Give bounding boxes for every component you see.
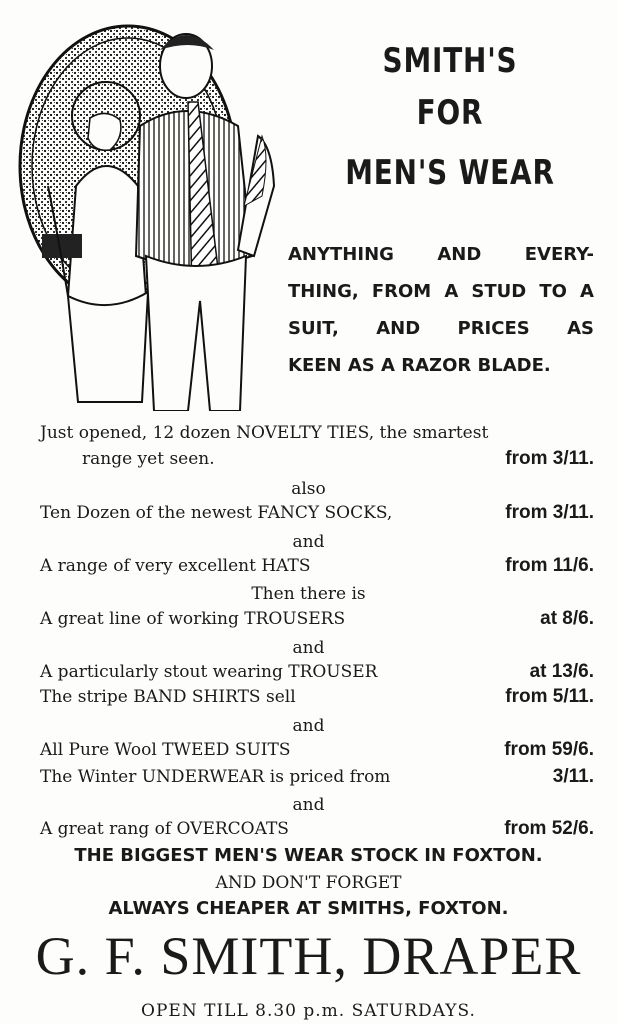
item-price: 3/11.	[552, 766, 594, 787]
dont-forget-text: AND DON'T FORGET	[215, 873, 402, 893]
item-text: Ten Dozen of the newest FANCY SOCKS,	[40, 503, 393, 523]
tagline-line: THING, FROM A STUD TO A	[288, 281, 594, 302]
tagline	[288, 236, 594, 384]
cheaper-slogan: ALWAYS CHEAPER AT SMITHS, FOXTON.	[108, 898, 509, 919]
item-row	[40, 764, 594, 790]
item-price: from 52/6.	[504, 818, 594, 839]
couple-illustration	[8, 6, 280, 411]
shop-name: G. F. SMITH, DRAPER	[35, 926, 582, 986]
connector-text: and	[292, 716, 325, 736]
item-row	[40, 816, 594, 842]
headline-line-2: FOR	[416, 93, 484, 133]
item-price: from 3/11.	[505, 502, 594, 523]
item-text: The Winter UNDERWEAR is priced from	[40, 767, 391, 787]
connector-text: and	[292, 532, 325, 552]
item-text: range yet seen.	[82, 449, 215, 469]
headline-line-3: MEN'S WEAR	[345, 153, 555, 193]
item-price: at 8/6.	[540, 608, 594, 629]
headline-line-1: SMITH'S	[382, 41, 518, 81]
connector-text: Then there is	[251, 584, 366, 604]
item-row	[40, 659, 594, 685]
item-text: A great rang of OVERCOATS	[40, 819, 289, 839]
item-row	[40, 420, 594, 446]
stock-slogan: THE BIGGEST MEN'S WEAR STOCK IN FOXTON.	[74, 845, 543, 866]
connector-text: also	[291, 479, 326, 499]
item-row	[40, 500, 594, 526]
tagline-line: KEEN AS A RAZOR BLADE.	[288, 355, 551, 376]
item-row	[40, 684, 594, 710]
item-price: from 11/6.	[505, 555, 594, 576]
item-text: A range of very excellent HATS	[40, 556, 311, 576]
opening-hours: OPEN TILL 8.30 p.m. SATURDAYS.	[141, 1001, 476, 1021]
item-price: from 5/11.	[505, 686, 594, 707]
item-price: at 13/6.	[529, 661, 594, 682]
connector-text: and	[292, 795, 325, 815]
item-text: Just opened, 12 dozen NOVELTY TIES, the smartest	[40, 423, 489, 443]
item-text: A great line of working TROUSERS	[40, 609, 346, 629]
connector-text: and	[292, 638, 325, 658]
item-row	[40, 606, 594, 632]
tagline-line: ANYTHING AND EVERY-	[288, 244, 594, 265]
tagline-line: SUIT, AND PRICES AS	[288, 318, 594, 339]
item-row	[40, 737, 594, 763]
item-row	[40, 553, 594, 579]
item-price: from 3/11.	[505, 448, 594, 469]
item-text: The stripe BAND SHIRTS sell	[40, 687, 296, 707]
item-price: from 59/6.	[504, 739, 594, 760]
item-text: A particularly stout wearing TROUSER	[40, 662, 378, 682]
item-row	[40, 446, 594, 472]
item-text: All Pure Wool TWEED SUITS	[40, 740, 291, 760]
